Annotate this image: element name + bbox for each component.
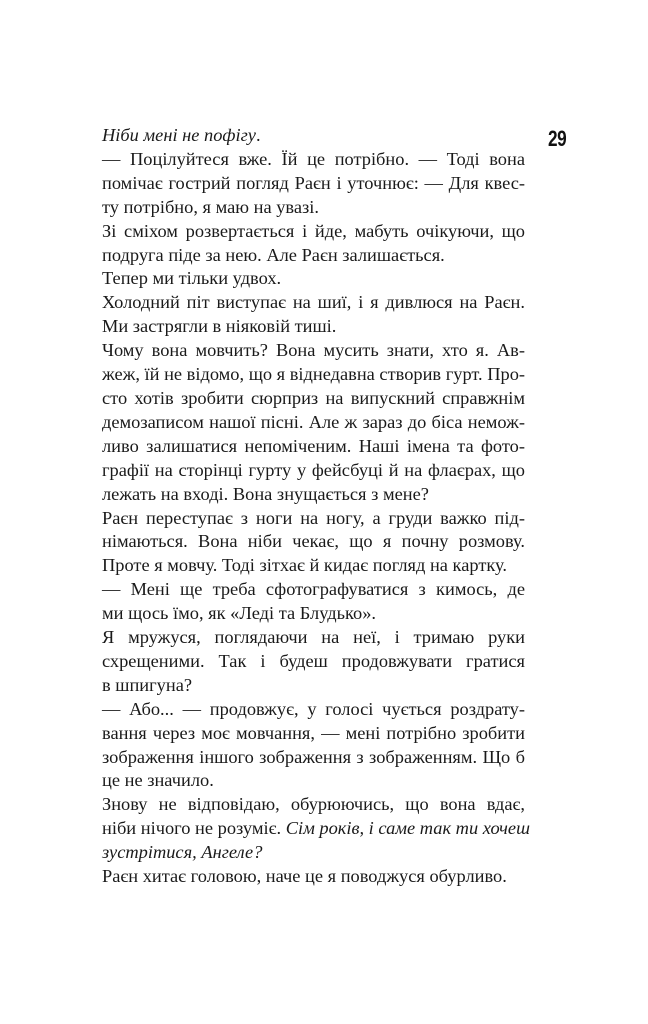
text-run: Знову не відповідаю, обурюючись, що вона вдає, — [102, 794, 525, 815]
text-run: схрещеними. Так і будеш продовжувати гратися — [102, 650, 525, 671]
text-line — [102, 698, 525, 722]
paragraph — [102, 267, 525, 291]
text-line — [102, 626, 525, 650]
text-run: Проте я мовчу. Тоді зітхає й кидає погляд на картку. — [102, 555, 507, 576]
text-line — [102, 196, 525, 220]
text-run: подруга піде за нею. Але Раєн залишається. — [102, 244, 445, 265]
text-line — [102, 220, 525, 244]
text-run: — Поцілуйтеся вже. Їй це потрібно. — Тоді вона — [102, 148, 525, 169]
text-run: лежать на вході. Вона знущається з мене? — [102, 483, 429, 504]
text-line — [102, 267, 525, 291]
text-run: Ми застрягли в ніяковій тиші. — [102, 316, 337, 337]
text-run: це не значило. — [102, 770, 214, 791]
paragraph — [102, 220, 525, 268]
text-run: Раєн переступає з ноги на ногу, а груди важко під- — [102, 507, 525, 528]
text-line — [102, 722, 525, 746]
text-run: — Мені ще треба сфотографуватися з кимось, де — [102, 579, 525, 600]
text-run: Зі сміхом розвертається і йде, мабуть очікуючи, що — [102, 220, 525, 241]
text-run: Холодний піт виступає на шиї, і я дивлюся на Раєн. — [102, 292, 525, 313]
text-line — [102, 172, 525, 196]
text-line — [102, 387, 525, 411]
text-line — [102, 817, 530, 841]
text-line — [102, 793, 525, 817]
text-line — [102, 339, 525, 363]
text-line — [102, 483, 525, 507]
text-line — [102, 746, 525, 770]
text-line — [102, 435, 525, 459]
text-line — [102, 769, 525, 793]
text-run: жеж, їй не відомо, що я віднедавна створив гурт. Про- — [102, 364, 526, 385]
text-line — [102, 602, 525, 626]
paragraph — [102, 626, 525, 698]
paragraph — [102, 578, 525, 626]
text-run: ми щось їмо, як «Леді та Блудько». — [102, 603, 376, 624]
text-run: німаються. Вона ніби чекає, що я почну розмову. — [102, 531, 525, 552]
text-run: зображення іншого зображення з зображенням. Що б — [102, 746, 525, 767]
text-line — [102, 411, 525, 435]
italic-text: Ніби мені не пофігу — [102, 125, 256, 145]
text-run: ніби нічого не розуміє. — [102, 818, 286, 839]
text-run: Чому вона мовчить? Вона мусить знати, хто я. Ав- — [102, 340, 525, 361]
text-run: графії на сторінці гурту у фейсбуці й на флаєрах, що — [102, 459, 525, 480]
text-line — [102, 554, 525, 578]
text-line — [102, 363, 525, 387]
text-run: вання через моє мовчання, — мені потрібно зробити — [102, 722, 525, 743]
book-page-text — [102, 124, 530, 889]
paragraph — [102, 148, 525, 220]
text-run: помічає гострий погляд Раєн і уточнює: — Для квес- — [102, 172, 525, 193]
text-run: ливо залишатися непоміченим. Наші імена та фото- — [102, 435, 525, 456]
text-line — [102, 315, 525, 339]
paragraph — [102, 339, 525, 506]
text-run: ту потрібно, я маю на увазі. — [102, 196, 319, 217]
italic-text: Сім років, і саме так ти хочеш — [285, 818, 530, 839]
text-run: — Або... — продовжує, у голосі чується роздрату- — [102, 698, 525, 719]
text-line — [102, 507, 525, 531]
text-line — [102, 530, 525, 554]
paragraph — [102, 865, 525, 889]
text-run: сто хотів зробити сюрприз на випускний справжнім — [102, 387, 525, 408]
text-run: Тепер ми тільки удвох. — [102, 268, 282, 289]
italic-text: зустрітися, Ангеле? — [102, 842, 263, 863]
paragraph — [102, 124, 525, 148]
text-line — [102, 459, 525, 483]
text-run: Я мружуся, поглядаючи на неї, і тримаю руки — [102, 627, 525, 648]
text-line — [102, 124, 525, 148]
paragraph — [102, 793, 530, 865]
paragraph — [102, 507, 525, 579]
text-line — [102, 291, 525, 315]
text-run: . — [255, 125, 261, 145]
text-run: Раєн хитає головою, наче це я поводжуся обурливо. — [102, 866, 507, 887]
page-number: 29 — [548, 126, 567, 151]
paragraph — [102, 698, 525, 794]
text-line — [102, 650, 525, 674]
text-run: в шпигуна? — [102, 674, 193, 695]
text-line — [102, 674, 525, 698]
text-line — [102, 865, 525, 889]
text-run: демозаписом нашої пісні. Але ж зараз до біса немож- — [102, 411, 525, 432]
text-line — [102, 244, 525, 268]
text-line — [102, 578, 525, 602]
text-line — [102, 148, 525, 172]
paragraph — [102, 291, 525, 339]
text-line — [102, 841, 525, 865]
